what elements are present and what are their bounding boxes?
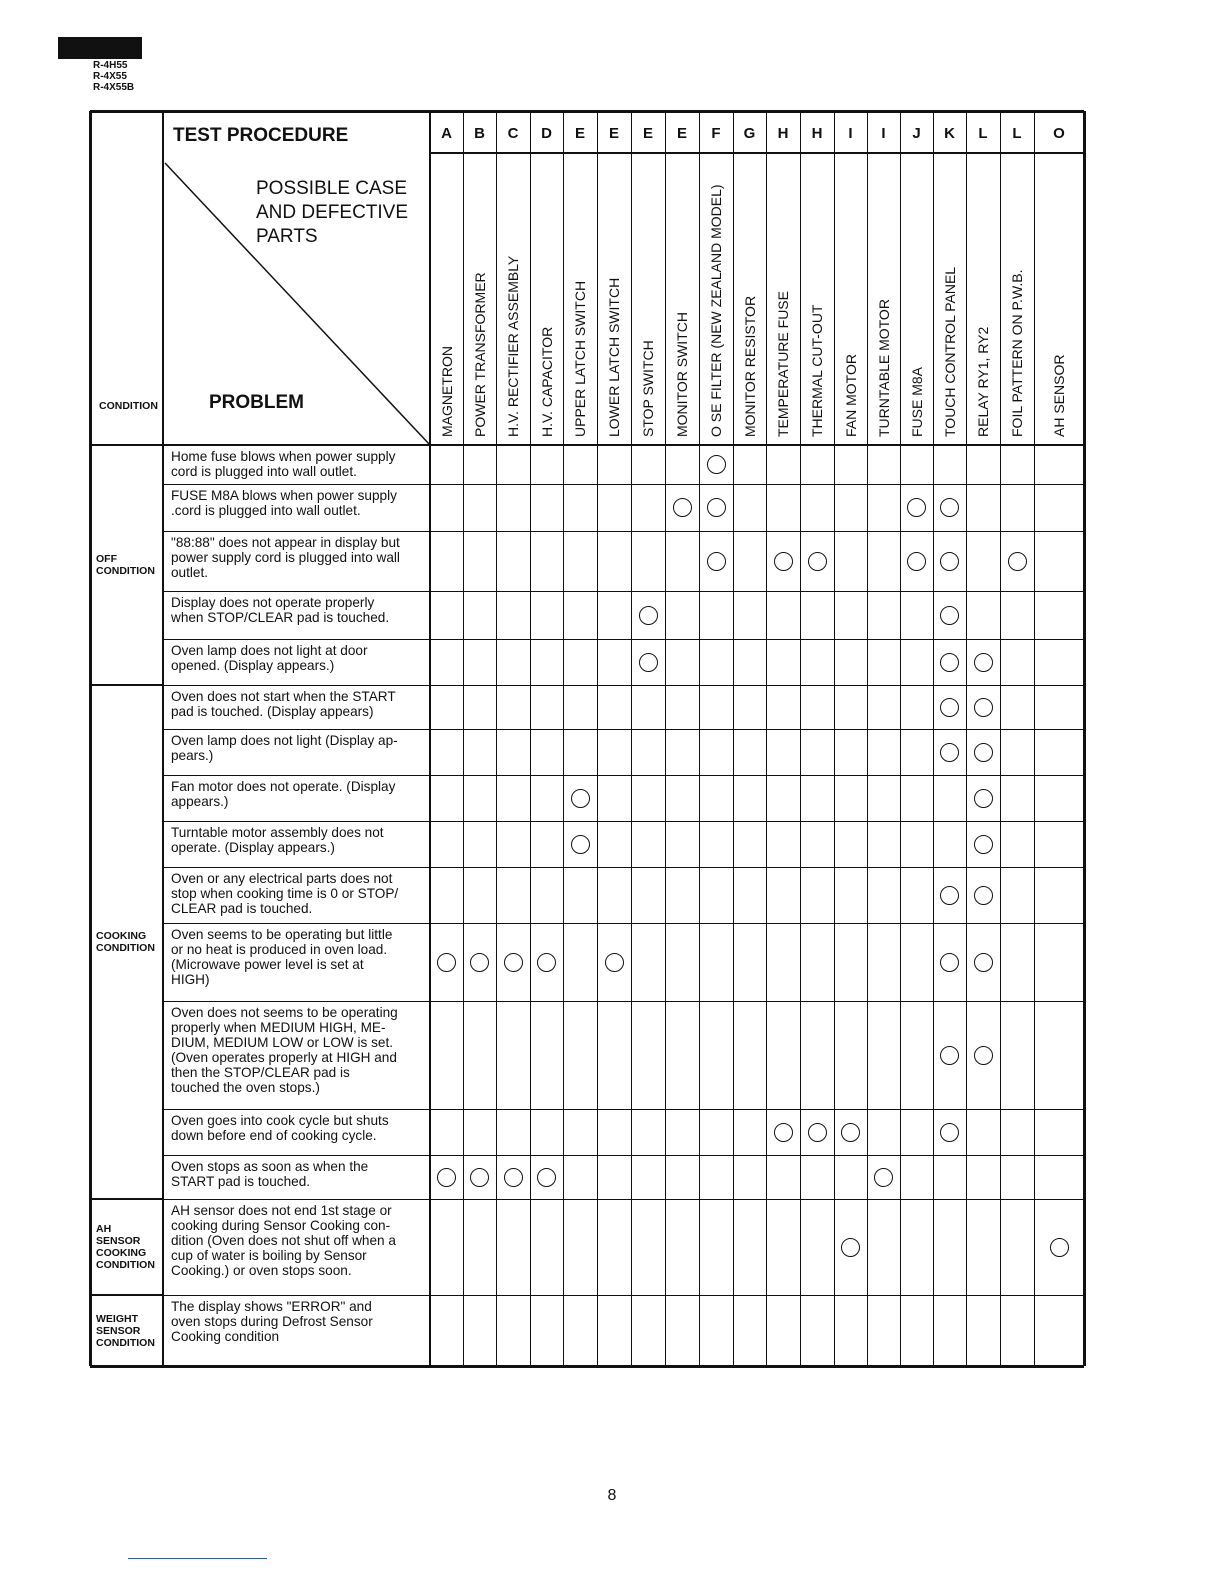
condition-label: CONDITION [99, 400, 158, 412]
column-letter: L [1012, 125, 1022, 142]
check-circle [974, 743, 993, 762]
check-circle [907, 498, 926, 517]
column-part-name: FUSE M8A [908, 366, 925, 437]
column-letter: H [777, 125, 789, 142]
problem-line: opened. (Display appears.) [171, 658, 335, 673]
table-title: TEST PROCEDURE [173, 125, 349, 146]
problem-line: Oven stops as soon as when the [171, 1159, 369, 1174]
column-letter: F [711, 125, 721, 142]
problem-line: Oven does not start when the START [171, 689, 396, 704]
column-part-name: AH SENSOR [1051, 354, 1067, 437]
problem-line: pears.) [171, 748, 214, 763]
page-number: 8 [607, 1487, 617, 1504]
check-circle [504, 1168, 523, 1187]
check-circle [974, 653, 993, 672]
column-part-name: FAN MOTOR [842, 354, 859, 437]
condition-line: CONDITION [96, 942, 155, 954]
problem-text [171, 733, 424, 763]
check-circle [639, 606, 658, 625]
check-circle [707, 455, 726, 474]
check-circle [774, 1123, 793, 1142]
problem-line: .cord is plugged into wall outlet. [171, 503, 361, 518]
check-circle [639, 653, 658, 672]
check-circle [974, 1046, 993, 1065]
problem-line: Oven goes into cook cycle but shuts [171, 1113, 389, 1128]
check-circle [974, 789, 993, 808]
check-circle [1050, 1238, 1069, 1257]
condition-line: CONDITION [96, 565, 155, 577]
problem-line: or no heat is produced in oven load. [171, 942, 388, 957]
problem-text [171, 535, 424, 580]
problem-line: Turntable motor assembly does not [171, 825, 384, 840]
check-circle [940, 498, 959, 517]
problem-text [171, 779, 424, 809]
column-letter: L [978, 125, 988, 142]
column-letter: E [642, 125, 653, 142]
troubleshooting-table [90, 111, 1084, 1366]
problem-text [171, 927, 424, 987]
problem-line: "88:88" does not appear in display but [171, 535, 400, 550]
problem-line: power supply cord is plugged into wall [171, 550, 400, 565]
problem-label: PROBLEM [209, 392, 304, 413]
check-circle [940, 1046, 959, 1065]
check-circle [841, 1238, 860, 1257]
problem-text [171, 1113, 424, 1143]
condition-line: OFF [96, 553, 117, 565]
check-circle [470, 953, 489, 972]
check-circle [571, 835, 590, 854]
problem-line: Oven does not seems to be operating [171, 1005, 398, 1020]
column-letter: E [608, 125, 619, 142]
check-circle [940, 886, 959, 905]
column-letter: K [944, 125, 955, 142]
condition-line: SENSOR [96, 1235, 141, 1247]
diagonal-line [165, 163, 430, 445]
column-part-name: MAGNETRON [438, 346, 455, 437]
check-circle [940, 1123, 959, 1142]
problem-line: operate. (Display appears.) [171, 840, 335, 855]
check-circle [874, 1168, 893, 1187]
check-circle [841, 1123, 860, 1142]
problem-line: The display shows "ERROR" and [171, 1299, 372, 1314]
model-list [93, 60, 134, 93]
problem-line: AH sensor does not end 1st stage or [171, 1203, 392, 1218]
check-circle [537, 1168, 556, 1187]
problem-line: dition (Oven does not shut off when a [171, 1233, 396, 1248]
condition-group-label [96, 930, 155, 954]
check-circle [437, 953, 456, 972]
condition-group-label [96, 1223, 155, 1271]
check-circle [808, 1123, 827, 1142]
check-circle [940, 606, 959, 625]
check-circle [437, 1168, 456, 1187]
column-part-name: TURNTABLE MOTOR [875, 299, 892, 437]
problem-line: touched the oven stops.) [171, 1080, 320, 1095]
condition-line: AH [96, 1223, 112, 1235]
check-circle [707, 498, 726, 517]
condition-line: WEIGHT [96, 1312, 138, 1325]
column-letter: E [676, 125, 687, 142]
condition-group-label [96, 553, 155, 577]
check-circle [974, 698, 993, 717]
check-circle [808, 552, 827, 571]
column-letter: D [541, 125, 552, 142]
column-part-name: TEMPERATURE FUSE [775, 291, 791, 437]
check-circle [774, 552, 793, 571]
problem-line: then the STOP/CLEAR pad is [171, 1065, 350, 1080]
problem-text [171, 1005, 424, 1095]
check-circle [707, 552, 726, 571]
column-part-name: UPPER LATCH SWITCH [572, 280, 588, 437]
check-circle [605, 953, 624, 972]
column-part-name: MONITOR RESISTOR [741, 295, 758, 437]
check-circle [470, 1168, 489, 1187]
check-circle [974, 886, 993, 905]
problem-line: START pad is touched. [171, 1174, 311, 1189]
problem-line: HIGH) [171, 972, 210, 987]
check-circle [537, 953, 556, 972]
check-circle [571, 789, 590, 808]
column-letter: O [1053, 125, 1065, 142]
footer-rule [128, 1558, 267, 1559]
column-part-name: FOIL PATTERN ON P.W.B. [1009, 269, 1025, 437]
column-part-name: STOP SWITCH [640, 340, 656, 437]
problem-text [171, 595, 424, 625]
problem-text [171, 643, 424, 673]
possible-case-line: POSSIBLE CASE [256, 178, 408, 199]
column-part-name: MONITOR SWITCH [674, 312, 690, 437]
condition-line: COOKING [96, 930, 147, 942]
problem-line: Home fuse blows when power supply [171, 449, 396, 464]
problem-line: outlet. [171, 565, 209, 580]
check-circle [940, 953, 959, 972]
column-letter: H [811, 125, 823, 142]
column-part-name: THERMAL CUT-OUT [809, 304, 825, 437]
problem-line: Oven lamp does not light at door [171, 643, 368, 658]
logo-bar [58, 37, 142, 59]
problem-line: Oven lamp does not light (Display ap- [171, 733, 398, 748]
problem-text [171, 449, 424, 479]
problem-line: Display does not operate properly [171, 595, 375, 610]
column-letter: B [474, 125, 485, 142]
problem-line: (Microwave power level is set at [171, 957, 364, 972]
condition-line: COOKING [96, 1247, 147, 1259]
problem-text [171, 1299, 424, 1344]
problem-text [171, 488, 424, 518]
problem-line: appears.) [171, 794, 229, 809]
column-part-name: O SE FILTER (NEW ZEALAND MODEL) [708, 184, 724, 437]
problem-line: when STOP/CLEAR pad is touched. [171, 610, 390, 625]
problem-line: cup of water is boiling by Sensor [171, 1248, 367, 1263]
problem-line: Oven or any electrical parts does not [171, 871, 393, 886]
problem-line: DIUM, MEDIUM LOW or LOW is set. [171, 1035, 394, 1050]
problem-line: properly when MEDIUM HIGH, ME- [171, 1020, 386, 1035]
problem-line: (Oven operates properly at HIGH and [171, 1050, 397, 1065]
possible-case-line: AND DEFECTIVE [256, 202, 409, 223]
check-circle [1008, 552, 1027, 571]
check-circle [940, 653, 959, 672]
check-circle [504, 953, 523, 972]
problem-text [171, 871, 424, 916]
problem-line: cord is plugged into wall outlet. [171, 464, 357, 479]
condition-line: CONDITION [96, 1259, 155, 1271]
check-circle [974, 953, 993, 972]
check-circle [673, 498, 692, 517]
problem-line: Cooking condition [171, 1329, 280, 1344]
column-part-name: H.V. CAPACITOR [538, 326, 555, 437]
problem-text [171, 1203, 424, 1278]
check-circle [907, 552, 926, 571]
problem-line: down before end of cooking cycle. [171, 1128, 377, 1143]
check-circle [940, 552, 959, 571]
problem-line: CLEAR pad is touched. [171, 901, 313, 916]
problem-line: FUSE M8A blows when power supply [171, 488, 397, 503]
check-circle [940, 698, 959, 717]
column-letter: I [881, 125, 886, 142]
condition-group-label [96, 1313, 155, 1349]
possible-case-line: PARTS [256, 226, 318, 247]
problem-line: Fan motor does not operate. (Display [171, 779, 396, 794]
problem-text [171, 1159, 424, 1189]
column-letter: E [574, 125, 585, 142]
column-part-name: TOUCH CONTROL PANEL [941, 266, 958, 437]
problem-line: oven stops during Defrost Sensor [171, 1314, 373, 1329]
model-3: R-4X55B [93, 82, 135, 93]
problem-line: pad is touched. (Display appears) [171, 704, 374, 719]
column-letter: C [507, 125, 519, 142]
problem-line: Oven seems to be operating but little [171, 927, 393, 942]
column-part-name: LOWER LATCH SWITCH [606, 277, 622, 437]
problem-text [171, 689, 424, 719]
problem-text [171, 825, 424, 855]
column-letter: I [848, 125, 853, 142]
check-circle [974, 835, 993, 854]
problem-line: cooking during Sensor Cooking con- [171, 1218, 391, 1233]
condition-line: CONDITION [96, 1336, 155, 1349]
column-part-name: POWER TRANSFORMER [471, 272, 488, 437]
condition-line: SENSOR [96, 1324, 141, 1337]
column-letter: A [441, 125, 452, 142]
column-part-name: RELAY RY1, RY2 [975, 326, 991, 437]
problem-line: Cooking.) or oven stops soon. [171, 1263, 352, 1278]
column-part-name: H.V. RECTIFIER ASSEMBLY [505, 255, 521, 437]
model-2: R-4X55 [93, 71, 127, 82]
model-1: R-4H55 [93, 60, 128, 71]
problem-line: stop when cooking time is 0 or STOP/ [171, 886, 399, 901]
column-letter: G [743, 125, 756, 142]
column-letter: J [912, 125, 921, 142]
check-circle [940, 743, 959, 762]
